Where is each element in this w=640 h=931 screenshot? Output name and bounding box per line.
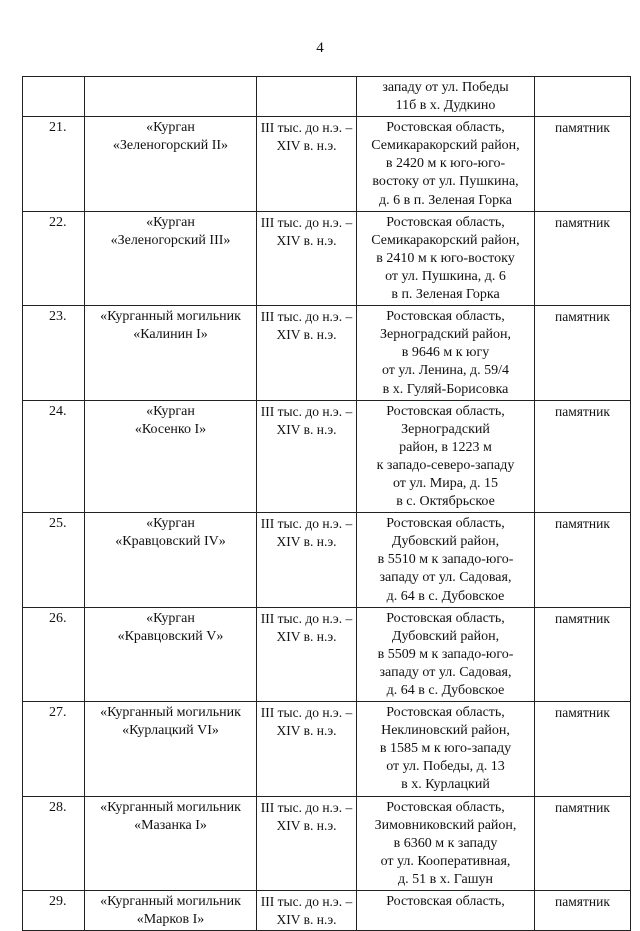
object-name-cell xyxy=(85,891,257,931)
dating-cell xyxy=(257,211,357,305)
location-cell xyxy=(357,211,535,305)
table-row xyxy=(23,513,631,607)
table-row xyxy=(23,211,631,305)
location-line: от ул. Кооперативная, xyxy=(380,853,511,869)
location-line: в с. Октябрьское xyxy=(396,494,495,510)
dating-line: XIV в. н.э. xyxy=(276,534,337,550)
dating-line: III тыс. до н.э. – xyxy=(260,120,353,136)
object-name-line: «Кравцовский V» xyxy=(117,628,224,644)
dating-line: XIV в. н.э. xyxy=(276,628,337,644)
dating-cell xyxy=(257,117,357,211)
location-line: Ростовская область, xyxy=(386,120,505,136)
location-cell xyxy=(357,607,535,701)
location-line: д. 6 в п. Зеленая Горка xyxy=(379,192,512,208)
dating-line: XIV в. н.э. xyxy=(276,232,337,248)
table-row xyxy=(23,796,631,890)
object-name-line: «Курган xyxy=(146,610,195,626)
object-name-line: «Курганный могильник xyxy=(100,309,241,325)
dating-line: III тыс. до н.э. – xyxy=(260,610,353,626)
location-line: в 6360 м к западу xyxy=(393,835,498,851)
location-cell xyxy=(357,306,535,400)
dating-cell xyxy=(257,513,357,607)
object-name-cell xyxy=(85,607,257,701)
row-number-cell: 26. xyxy=(23,607,85,701)
location-line: от ул. Мира, д. 15 xyxy=(392,475,499,491)
row-number-cell: 21. xyxy=(23,117,85,211)
object-name-cell xyxy=(85,211,257,305)
location-line: Ростовская область, xyxy=(386,516,505,532)
row-number-cell: 27. xyxy=(23,702,85,796)
object-name-line: «Курганный могильник xyxy=(100,799,241,815)
location-line: к западо-северо-западу xyxy=(376,457,515,473)
object-name-line: «Калинин I» xyxy=(133,327,208,343)
object-name-cell xyxy=(85,77,257,117)
location-cell xyxy=(357,891,535,931)
dating-cell xyxy=(257,796,357,890)
location-line: Дубовский район, xyxy=(391,628,500,644)
dating-cell xyxy=(257,607,357,701)
category-cell: памятник xyxy=(535,702,631,796)
location-line: от ул. Пушкина, д. 6 xyxy=(385,268,506,284)
category-cell: памятник xyxy=(535,891,631,931)
row-number-cell: 23. xyxy=(23,306,85,400)
location-line: Зерноградский район, xyxy=(380,327,511,343)
location-line: Ростовская область, xyxy=(386,799,505,815)
category-cell: памятник xyxy=(535,607,631,701)
location-line: в 9646 м к югу xyxy=(401,345,490,361)
location-line: в х. Гуляй-Борисовка xyxy=(382,381,509,397)
category-cell: памятник xyxy=(535,796,631,890)
object-name-line: «Марков I» xyxy=(136,912,205,928)
row-number-cell xyxy=(23,77,85,117)
table-body xyxy=(23,77,631,931)
dating-line: XIV в. н.э. xyxy=(276,421,337,437)
location-line: западу от ул. Садовая, xyxy=(379,570,512,586)
location-line: западу от ул. Победы xyxy=(382,80,509,95)
object-name-line: «Курган xyxy=(146,403,195,419)
dating-line: XIV в. н.э. xyxy=(276,138,337,154)
table-row xyxy=(23,702,631,796)
category-cell: памятник xyxy=(535,513,631,607)
page-number: 4 xyxy=(316,40,324,56)
location-line: Зерноградский xyxy=(401,421,490,437)
dating-line: XIV в. н.э. xyxy=(276,912,337,928)
dating-cell xyxy=(257,77,357,117)
location-line: Ростовская область, xyxy=(386,309,505,325)
object-name-cell xyxy=(85,796,257,890)
row-number-cell: 29. xyxy=(23,891,85,931)
location-cell xyxy=(357,117,535,211)
location-line: в п. Зеленая Горка xyxy=(391,287,500,303)
location-line: в х. Курлацкий xyxy=(401,777,490,793)
location-line: Семикаракорский район, xyxy=(371,232,520,248)
location-line: Неклиновский район, xyxy=(381,723,510,739)
location-line: Семикаракорский район, xyxy=(371,138,520,154)
location-line: д. 51 в х. Гашун xyxy=(398,871,493,887)
dating-line: III тыс. до н.э. – xyxy=(260,516,353,532)
object-name-line: «Курган xyxy=(146,120,195,136)
location-line: д. 64 в с. Дубовское xyxy=(386,588,505,604)
dating-line: XIV в. н.э. xyxy=(276,723,337,739)
object-name-line: «Курганный могильник xyxy=(100,894,241,910)
row-number-cell: 28. xyxy=(23,796,85,890)
monuments-table xyxy=(22,76,631,931)
dating-cell xyxy=(257,702,357,796)
location-line: д. 64 в с. Дубовское xyxy=(386,683,505,698)
location-line: в 2410 м к юго-востоку xyxy=(376,250,515,266)
location-cell xyxy=(357,77,535,117)
location-line: востоку от ул. Пушкина, xyxy=(372,174,519,190)
object-name-cell xyxy=(85,513,257,607)
object-name-line: «Курлацкий VI» xyxy=(122,723,219,739)
category-cell xyxy=(535,77,631,117)
dating-line: III тыс. до н.э. – xyxy=(260,309,353,325)
dating-line: XIV в. н.э. xyxy=(276,817,337,833)
location-line: Зимовниковский район, xyxy=(374,817,517,833)
table-row xyxy=(23,306,631,400)
location-line: от ул. Ленина, д. 59/4 xyxy=(381,363,510,379)
object-name-cell xyxy=(85,117,257,211)
row-number-cell: 22. xyxy=(23,211,85,305)
category-cell: памятник xyxy=(535,400,631,513)
location-cell xyxy=(357,796,535,890)
category-cell: памятник xyxy=(535,211,631,305)
location-line: Ростовская область, xyxy=(386,403,505,419)
object-name-cell xyxy=(85,702,257,796)
object-name-line: «Курган xyxy=(146,516,195,532)
location-line: в 5509 м к западо-юго- xyxy=(377,646,514,662)
location-line: в 1585 м к юго-западу xyxy=(379,741,512,757)
location-cell xyxy=(357,513,535,607)
location-line: в 5510 м к западо-юго- xyxy=(377,552,514,568)
location-line: Ростовская область, xyxy=(386,894,505,910)
object-name-line: «Зеленогорский II» xyxy=(112,138,229,154)
dating-cell xyxy=(257,891,357,931)
dating-line: III тыс. до н.э. – xyxy=(260,705,353,721)
table-row-continuation xyxy=(23,77,631,117)
row-number-cell: 25. xyxy=(23,513,85,607)
location-line: в 2420 м к юго-юго- xyxy=(385,156,506,172)
object-name-line: «Зеленогорский III» xyxy=(110,232,231,248)
object-name-cell xyxy=(85,400,257,513)
dating-line: XIV в. н.э. xyxy=(276,327,337,343)
dating-line: III тыс. до н.э. – xyxy=(260,894,353,910)
dating-line: III тыс. до н.э. – xyxy=(260,799,353,815)
object-name-cell xyxy=(85,306,257,400)
dating-line: III тыс. до н.э. – xyxy=(260,214,353,230)
object-name-line: «Мазанка I» xyxy=(134,817,207,833)
category-cell: памятник xyxy=(535,117,631,211)
dating-cell xyxy=(257,400,357,513)
table-row xyxy=(23,117,631,211)
location-line: западу от ул. Садовая, xyxy=(379,664,512,680)
location-cell xyxy=(357,400,535,513)
location-cell xyxy=(357,702,535,796)
location-line: от ул. Победы, д. 13 xyxy=(386,759,505,775)
location-line: 11б в х. Дудкино xyxy=(395,98,496,114)
dating-cell xyxy=(257,306,357,400)
location-line: Ростовская область, xyxy=(386,610,505,626)
table-row xyxy=(23,607,631,701)
category-cell: памятник xyxy=(535,306,631,400)
object-name-line: «Курган xyxy=(146,214,195,230)
object-name-line: «Кравцовский IV» xyxy=(115,534,226,550)
location-line: Ростовская область, xyxy=(386,705,505,721)
location-line: район, в 1223 м xyxy=(399,439,492,455)
object-name-line: «Курганный могильник xyxy=(100,705,241,721)
object-name-line: «Косенко I» xyxy=(134,421,207,437)
location-line: Ростовская область, xyxy=(386,214,505,230)
dating-line: III тыс. до н.э. – xyxy=(260,403,353,419)
table-row xyxy=(23,400,631,513)
location-line: Дубовский район, xyxy=(391,534,500,550)
table-row xyxy=(23,891,631,931)
row-number-cell: 24. xyxy=(23,400,85,513)
